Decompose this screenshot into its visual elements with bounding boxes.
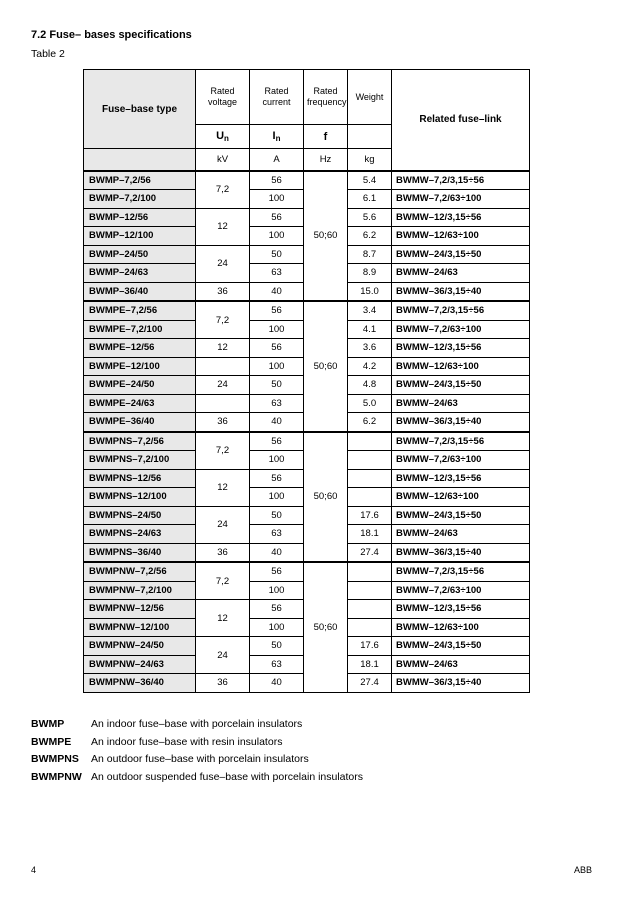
weight-cell: 8.9 <box>348 264 392 283</box>
rated-current-cell: 56 <box>250 301 304 320</box>
legend-item <box>31 769 363 787</box>
rated-current-cell: 56 <box>250 171 304 190</box>
fuse-base-type-cell: BWMPE–7,2/100 <box>84 320 196 339</box>
fuse-base-group <box>84 171 530 302</box>
weight-cell: 3.6 <box>348 339 392 358</box>
weight-cell: 6.2 <box>348 227 392 246</box>
weight-cell: 5.0 <box>348 394 392 413</box>
rated-current-cell: 50 <box>250 245 304 264</box>
fuse-base-type-cell: BWMPE–12/56 <box>84 339 196 358</box>
fuse-base-group <box>84 432 530 563</box>
page-number: 4 <box>31 865 37 875</box>
related-fuse-link-cell: BWMW–7,2/63÷100 <box>392 451 530 470</box>
legend-code: BWMPNW <box>31 770 82 783</box>
related-fuse-link-cell: BWMW–36/3,15÷40 <box>392 543 530 562</box>
rated-voltage-cell: 7,2 <box>196 301 250 339</box>
related-fuse-link-cell: BWMW–24/3,15÷50 <box>392 637 530 656</box>
rated-voltage-cell <box>196 357 250 376</box>
legend-item <box>31 734 363 752</box>
rated-current-cell: 56 <box>250 339 304 358</box>
rated-frequency-cell: 50;60 <box>304 562 348 692</box>
related-fuse-link-cell: BWMW–12/3,15÷56 <box>392 208 530 227</box>
rated-voltage-cell: 12 <box>196 339 250 358</box>
table-row <box>84 171 530 190</box>
rated-current-cell: 100 <box>250 320 304 339</box>
weight-cell: 17.6 <box>348 506 392 525</box>
rated-voltage-cell: 36 <box>196 282 250 301</box>
header-type: Fuse–base type <box>84 70 196 149</box>
related-fuse-link-cell: BWMW–36/3,15÷40 <box>392 674 530 693</box>
fuse-base-type-cell: BWMPE–24/63 <box>84 394 196 413</box>
weight-cell: 17.6 <box>348 637 392 656</box>
rated-current-cell: 56 <box>250 208 304 227</box>
unit-weight: kg <box>348 149 392 171</box>
symbol-f: f <box>304 125 348 149</box>
rated-frequency-cell: 50;60 <box>304 432 348 563</box>
related-fuse-link-cell: BWMW–12/63÷100 <box>392 227 530 246</box>
rated-frequency-cell: 50;60 <box>304 171 348 302</box>
weight-cell: 6.2 <box>348 413 392 432</box>
symbol-un: $U_n$ <box>196 125 250 149</box>
fuse-base-type-cell: BWMP–7,2/56 <box>84 171 196 190</box>
table-row <box>84 562 530 581</box>
rated-current-cell: 100 <box>250 488 304 507</box>
fuse-base-type-cell: BWMPNW–36/40 <box>84 674 196 693</box>
fuse-base-type-cell: BWMP–36/40 <box>84 282 196 301</box>
weight-cell <box>348 581 392 600</box>
section-title: 7.2 Fuse– bases specifications <box>31 29 192 41</box>
fuse-base-type-cell: BWMP–12/56 <box>84 208 196 227</box>
rated-voltage-cell: 36 <box>196 674 250 693</box>
legend-code: BWMP <box>31 718 65 730</box>
related-fuse-link-cell: BWMW–36/3,15÷40 <box>392 413 530 432</box>
rated-current-cell: 56 <box>250 600 304 619</box>
related-fuse-link-cell: BWMW–24/3,15÷50 <box>392 245 530 264</box>
related-fuse-link-cell: BWMW–7,2/3,15÷56 <box>392 562 530 581</box>
fuse-base-type-cell: BWMP–7,2/100 <box>84 190 196 209</box>
legend-code: BWMPE <box>31 735 72 748</box>
fuse-base-type-cell: BWMPE–24/50 <box>84 376 196 395</box>
related-fuse-link-cell: BWMW–24/3,15÷50 <box>392 376 530 395</box>
related-fuse-link-cell: BWMW–12/63÷100 <box>392 488 530 507</box>
legend-text: An outdoor suspended fuse–base with porcelain insulators <box>91 770 364 783</box>
unit-frequency: Hz <box>304 149 348 171</box>
rated-voltage-cell: 7,2 <box>196 562 250 600</box>
related-fuse-link-cell: BWMW–7,2/3,15÷56 <box>392 171 530 190</box>
rated-voltage-cell: 7,2 <box>196 171 250 209</box>
weight-cell <box>348 432 392 451</box>
related-fuse-link-cell: BWMW–7,2/63÷100 <box>392 190 530 209</box>
weight-cell <box>348 469 392 488</box>
rated-current-cell: 100 <box>250 618 304 637</box>
rated-voltage-cell: 24 <box>196 245 250 282</box>
rated-current-cell: 63 <box>250 394 304 413</box>
rated-current-cell: 56 <box>250 562 304 581</box>
fuse-base-type-cell: BWMPNS–24/50 <box>84 506 196 525</box>
rated-current-cell: 63 <box>250 264 304 283</box>
weight-cell: 4.8 <box>348 376 392 395</box>
fuse-base-type-cell: BWMPNS–24/63 <box>84 525 196 544</box>
table-row <box>84 432 530 451</box>
related-fuse-link-cell: BWMW–7,2/63÷100 <box>392 320 530 339</box>
weight-cell: 27.4 <box>348 543 392 562</box>
fuse-base-type-cell: BWMPNS–12/100 <box>84 488 196 507</box>
weight-cell <box>348 451 392 470</box>
related-fuse-link-cell: BWMW–12/3,15÷56 <box>392 339 530 358</box>
fuse-base-type-cell: BWMPE–7,2/56 <box>84 301 196 320</box>
footer-brand: ABB <box>573 865 592 875</box>
fuse-base-type-cell: BWMP–24/63 <box>84 264 196 283</box>
legend-code: BWMPNS <box>31 753 79 765</box>
rated-voltage-cell: 24 <box>196 506 250 543</box>
weight-cell: 3.4 <box>348 301 392 320</box>
fuse-base-type-cell: BWMP–12/100 <box>84 227 196 246</box>
related-fuse-link-cell: BWMW–12/3,15÷56 <box>392 469 530 488</box>
fuse-base-type-cell: BWMPNS–36/40 <box>84 543 196 562</box>
rated-current-cell: 56 <box>250 469 304 488</box>
rated-current-cell: 100 <box>250 581 304 600</box>
related-fuse-link-cell: BWMW–24/3,15÷50 <box>392 506 530 525</box>
fuse-base-type-cell: BWMPNS–12/56 <box>84 469 196 488</box>
fuse-base-type-cell: BWMPNW–7,2/56 <box>84 562 196 581</box>
fuse-base-type-cell: BWMP–24/50 <box>84 245 196 264</box>
related-fuse-link-cell: BWMW–12/63÷100 <box>392 357 530 376</box>
fuse-base-type-cell: BWMPNW–7,2/100 <box>84 581 196 600</box>
rated-current-cell: 50 <box>250 637 304 656</box>
weight-cell: 6.1 <box>348 190 392 209</box>
symbol-in: $I_n$ <box>250 125 304 149</box>
table-row <box>84 301 530 320</box>
weight-cell: 4.1 <box>348 320 392 339</box>
weight-cell: 5.6 <box>348 208 392 227</box>
rated-frequency-cell: 50;60 <box>304 301 348 432</box>
weight-cell: 15.0 <box>348 282 392 301</box>
legend-text: An indoor fuse–base with porcelain insulators <box>91 718 303 730</box>
related-fuse-link-cell: BWMW–12/3,15÷56 <box>392 600 530 619</box>
header-fuse-link: Related fuse–link <box>392 70 530 171</box>
rated-voltage-cell: 36 <box>196 413 250 432</box>
table-label: Table 2 <box>31 48 65 60</box>
fuse-base-type-cell: BWMPNS–7,2/56 <box>84 432 196 451</box>
rated-voltage-cell: 12 <box>196 208 250 245</box>
rated-voltage-cell: 24 <box>196 376 250 395</box>
rated-current-cell: 50 <box>250 506 304 525</box>
legend-text: An indoor fuse–base with resin insulators <box>91 735 283 748</box>
weight-cell: 8.7 <box>348 245 392 264</box>
header-voltage: Rated voltage <box>196 70 250 125</box>
unit-voltage: kV <box>196 149 250 171</box>
fuse-base-group <box>84 562 530 692</box>
fuse-base-type-cell: BWMPE–12/100 <box>84 357 196 376</box>
weight-cell: 4.2 <box>348 357 392 376</box>
rated-voltage-cell <box>196 394 250 413</box>
related-fuse-link-cell: BWMW–24/63 <box>392 525 530 544</box>
weight-cell <box>348 600 392 619</box>
header-frequency: Rated frequency <box>304 70 348 125</box>
fuse-base-type-cell: BWMPNS–7,2/100 <box>84 451 196 470</box>
units-type-empty <box>84 149 196 171</box>
rated-current-cell: 100 <box>250 451 304 470</box>
weight-cell: 5.4 <box>348 171 392 190</box>
rated-current-cell: 100 <box>250 190 304 209</box>
symbol-weight-empty <box>348 125 392 149</box>
related-fuse-link-cell: BWMW–24/63 <box>392 264 530 283</box>
rated-current-cell: 50 <box>250 376 304 395</box>
rated-voltage-cell: 12 <box>196 600 250 637</box>
fuse-base-type-cell: BWMPNW–12/100 <box>84 618 196 637</box>
weight-cell: 27.4 <box>348 674 392 693</box>
rated-current-cell: 63 <box>250 655 304 674</box>
rated-current-cell: 40 <box>250 543 304 562</box>
weight-cell <box>348 562 392 581</box>
fuse-base-type-cell: BWMPNW–24/63 <box>84 655 196 674</box>
rated-current-cell: 40 <box>250 674 304 693</box>
legend-item <box>31 751 363 769</box>
legend-item <box>31 716 363 734</box>
weight-cell <box>348 488 392 507</box>
rated-current-cell: 40 <box>250 282 304 301</box>
rated-voltage-cell: 7,2 <box>196 432 250 470</box>
legend-text: An outdoor fuse–base with porcelain insulators <box>91 753 309 765</box>
fuse-base-type-cell: BWMPNW–12/56 <box>84 600 196 619</box>
rated-current-cell: 100 <box>250 357 304 376</box>
rated-current-cell: 56 <box>250 432 304 451</box>
header-weight: Weight <box>348 70 392 125</box>
fuse-base-type-cell: BWMPNW–24/50 <box>84 637 196 656</box>
weight-cell <box>348 618 392 637</box>
rated-voltage-cell: 24 <box>196 637 250 674</box>
rated-voltage-cell: 36 <box>196 543 250 562</box>
rated-current-cell: 63 <box>250 525 304 544</box>
rated-voltage-cell: 12 <box>196 469 250 506</box>
related-fuse-link-cell: BWMW–7,2/3,15÷56 <box>392 432 530 451</box>
legend <box>31 716 363 786</box>
related-fuse-link-cell: BWMW–7,2/3,15÷56 <box>392 301 530 320</box>
fuse-base-type-cell: BWMPE–36/40 <box>84 413 196 432</box>
related-fuse-link-cell: BWMW–24/63 <box>392 394 530 413</box>
related-fuse-link-cell: BWMW–24/63 <box>392 655 530 674</box>
weight-cell: 18.1 <box>348 525 392 544</box>
fuse-base-spec-table <box>83 69 530 693</box>
rated-current-cell: 100 <box>250 227 304 246</box>
fuse-base-group <box>84 301 530 432</box>
related-fuse-link-cell: BWMW–36/3,15÷40 <box>392 282 530 301</box>
unit-current: A <box>250 149 304 171</box>
weight-cell: 18.1 <box>348 655 392 674</box>
header-current: Rated current <box>250 70 304 125</box>
rated-current-cell: 40 <box>250 413 304 432</box>
related-fuse-link-cell: BWMW–12/63÷100 <box>392 618 530 637</box>
related-fuse-link-cell: BWMW–7,2/63÷100 <box>392 581 530 600</box>
